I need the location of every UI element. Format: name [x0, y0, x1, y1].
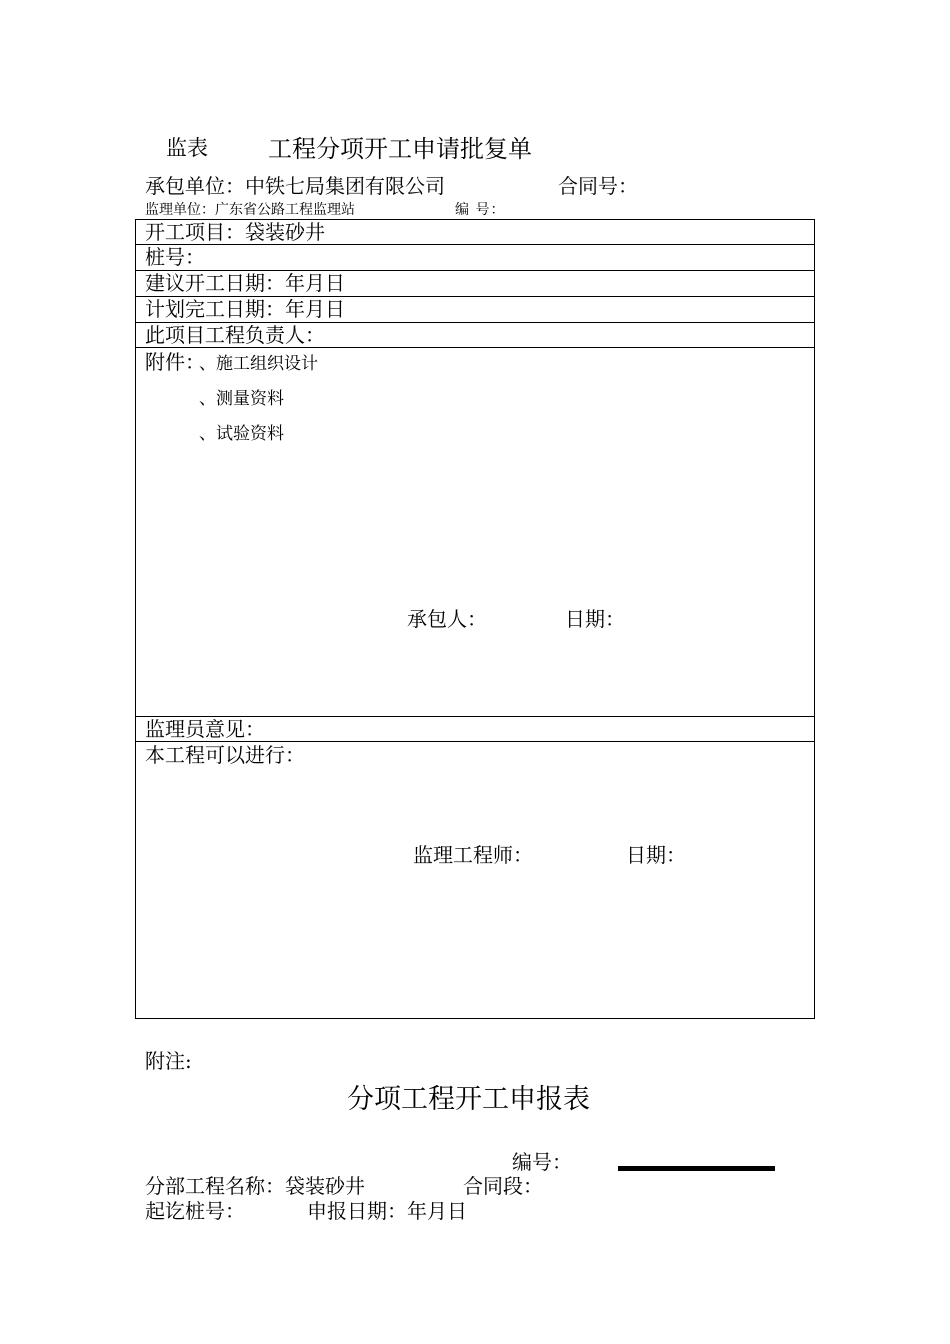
report-date: 申报日期：年月日: [307, 1199, 467, 1223]
row-proposed-start: [136, 271, 814, 297]
row-planned-finish: [136, 297, 814, 323]
attachment-item: 、试验资料: [199, 424, 284, 444]
form-title: 工程分项开工申请批复单: [268, 135, 532, 163]
contract-section: 合同段：: [463, 1174, 543, 1198]
contractor-signature-label: 承包人：: [407, 607, 487, 631]
attachment-item: 、施工组织设计: [199, 354, 318, 374]
row-project: [136, 220, 814, 245]
responsible-field: 此项目工程负责人：: [145, 323, 325, 347]
row-responsible: [136, 323, 814, 348]
proposed-start-field: 建议开工日期：年月日: [145, 271, 345, 295]
approval-table: [135, 219, 815, 1019]
report-number: 编号：: [512, 1150, 572, 1174]
attachments-label: 附件：: [145, 350, 205, 374]
contractor-date-label: 日期：: [565, 607, 625, 631]
redaction-bar: [618, 1166, 775, 1171]
contract-number: 合同号：: [558, 174, 638, 198]
form-code: 监表: [166, 136, 208, 160]
sub-project-name: 分部工程名称：袋装砂井: [145, 1174, 365, 1198]
station-range: 起讫桩号：: [145, 1199, 245, 1223]
serial-number: 编 号：: [455, 202, 506, 218]
supervisor-unit: 监理单位：广东省公路工程监理站: [145, 202, 355, 218]
project-field: 开工项目：袋装砂井: [145, 220, 325, 244]
station-field: 桩号：: [145, 245, 205, 269]
note-label: 附注:: [145, 1049, 192, 1073]
supervisor-opinion-label: 监理员意见：: [145, 717, 265, 741]
planned-finish-field: 计划完工日期：年月日: [145, 297, 345, 321]
approval-text: 本工程可以进行：: [145, 743, 305, 767]
row-supervisor-opinion: [136, 717, 814, 742]
row-approval: [136, 742, 814, 1018]
attachment-item: 、测量资料: [199, 389, 284, 409]
contractor-unit: 承包单位：中铁七局集团有限公司: [145, 174, 445, 198]
report-title: 分项工程开工申报表: [347, 1084, 590, 1115]
row-attachments: [136, 348, 814, 717]
row-station: [136, 245, 814, 271]
engineer-date-label: 日期：: [626, 843, 686, 867]
engineer-signature-label: 监理工程师：: [413, 843, 533, 867]
